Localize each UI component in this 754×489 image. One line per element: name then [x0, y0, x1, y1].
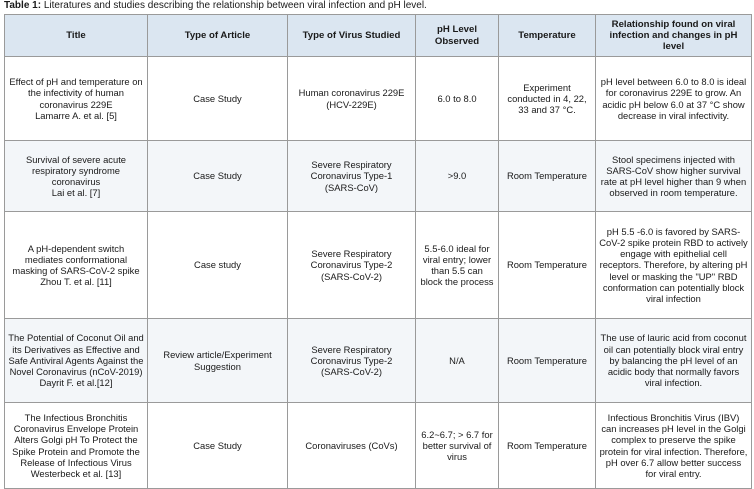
- cell-article: Review article/Experiment Suggestion: [148, 319, 288, 403]
- virus-abbr: (HCV-229E): [326, 98, 377, 110]
- caption-text: Literatures and studies describing the relationship between viral infection and pH level.: [41, 0, 427, 11]
- cell-relationship: pH 5.5 -6.0 is favored by SARS-CoV-2 spike protein RBD to actively engage with epithelial cell receptors. Therefore, by altering pH level or masking the "UP" RBD conformation can potentially block viral infection: [596, 212, 752, 319]
- cell-relationship: Stool specimens injected with SARS-CoV show higher survival rate at pH level higher than 9 when observed in room temperature.: [596, 141, 752, 212]
- cell-title: [5, 212, 148, 319]
- cell-title: [5, 319, 148, 403]
- virus-name: Coronaviruses (CoVs): [305, 439, 398, 451]
- study-ref: Lai et al. [7]: [51, 187, 101, 199]
- cell-ph: 6.0 to 8.0: [416, 57, 499, 141]
- cell-ph: N/A: [416, 319, 499, 403]
- header-relationship: Relationship found on viral infection and changes in pH level: [596, 15, 752, 57]
- study-title: A pH-dependent switch mediates conformational masking of SARS-CoV-2 spike: [12, 242, 140, 276]
- virus-name: Severe Respiratory Coronavirus Type-1: [310, 159, 393, 182]
- cell-temperature: Room Temperature: [499, 403, 596, 489]
- cell-article: Case Study: [148, 403, 288, 489]
- cell-title: [5, 57, 148, 141]
- cell-relationship: Infectious Bronchitis Virus (IBV) can increases pH level in the Golgi complex to preserve the spike protein for viral infection. Therefore, pH over 6.7 allow better success for viral entry.: [596, 403, 752, 489]
- study-title: Effect of pH and temperature on the infectivity of human coronavirus 229E: [9, 76, 143, 110]
- cell-temperature: Room Temperature: [499, 212, 596, 319]
- header-article: Type of Article: [148, 15, 288, 57]
- study-ref: Zhou T. et al. [11]: [40, 276, 112, 288]
- cell-virus: [288, 403, 416, 489]
- cell-virus: [288, 141, 416, 212]
- virus-name: Severe Respiratory Coronavirus Type-2: [310, 248, 393, 271]
- study-ref: Dayrit F. et al.[12]: [39, 377, 113, 389]
- cell-virus: [288, 212, 416, 319]
- header-ph: pH Level Observed: [416, 15, 499, 57]
- cell-temperature: Room Temperature: [499, 141, 596, 212]
- study-title: Survival of severe acute respiratory syndrome coronavirus: [25, 153, 127, 187]
- caption-label: Table 1:: [4, 0, 42, 11]
- studies-table: [4, 14, 752, 489]
- table-row: [5, 212, 752, 319]
- table-row: [5, 403, 752, 489]
- cell-temperature: Experiment conducted in 4, 22, 33 and 37 °C.: [499, 57, 596, 141]
- cell-relationship: The use of lauric acid from coconut oil can potentially block viral entry by balancing the pH level of an acidic body that normally favors viral infection.: [596, 319, 752, 403]
- table-caption: [4, 0, 427, 12]
- cell-title: [5, 403, 148, 489]
- virus-name: Human coronavirus 229E: [298, 87, 405, 99]
- header-title: Title: [5, 15, 148, 57]
- cell-virus: [288, 319, 416, 403]
- cell-ph: 5.5-6.0 ideal for viral entry; lower than 5.5 can block the process: [416, 212, 499, 319]
- cell-article: Case Study: [148, 57, 288, 141]
- table-row: [5, 57, 752, 141]
- cell-article: Case Study: [148, 141, 288, 212]
- study-ref: Lamarre A. et al. [5]: [35, 109, 117, 121]
- virus-abbr: (SARS-CoV): [324, 181, 379, 193]
- study-ref: Westerbeck et al. [13]: [30, 467, 122, 479]
- virus-name: Severe Respiratory Coronavirus Type-2: [310, 343, 393, 366]
- cell-title: [5, 141, 148, 212]
- header-virus: Type of Virus Studied: [288, 15, 416, 57]
- cell-virus: [288, 57, 416, 141]
- virus-abbr: (SARS-CoV-2): [321, 366, 382, 378]
- cell-ph: 6.2~6.7; > 6.7 for better survival of virus: [416, 403, 499, 489]
- cell-article: Case study: [148, 212, 288, 319]
- study-title: The Potential of Coconut Oil and its Derivatives as Effective and Safe Antiviral Agents Against the Novel Coronavirus (nCoV-2019): [8, 332, 144, 378]
- header-temperature: Temperature: [499, 15, 596, 57]
- study-title: The Infectious Bronchitis Coronavirus Envelope Protein Alters Golgi pH To Protect the Spike Protein and Promote the Release of Infectious Virus: [12, 411, 140, 468]
- header-row: [5, 15, 752, 57]
- virus-abbr: (SARS-CoV-2): [321, 270, 382, 282]
- cell-temperature: Room Temperature: [499, 319, 596, 403]
- table-row: [5, 319, 752, 403]
- cell-relationship: pH level between 6.0 to 8.0 is ideal for coronavirus 229E to grow. An acidic pH below 6.0 at 37 °C show decrease in viral infectivity.: [596, 57, 752, 141]
- table-row: [5, 141, 752, 212]
- cell-ph: >9.0: [416, 141, 499, 212]
